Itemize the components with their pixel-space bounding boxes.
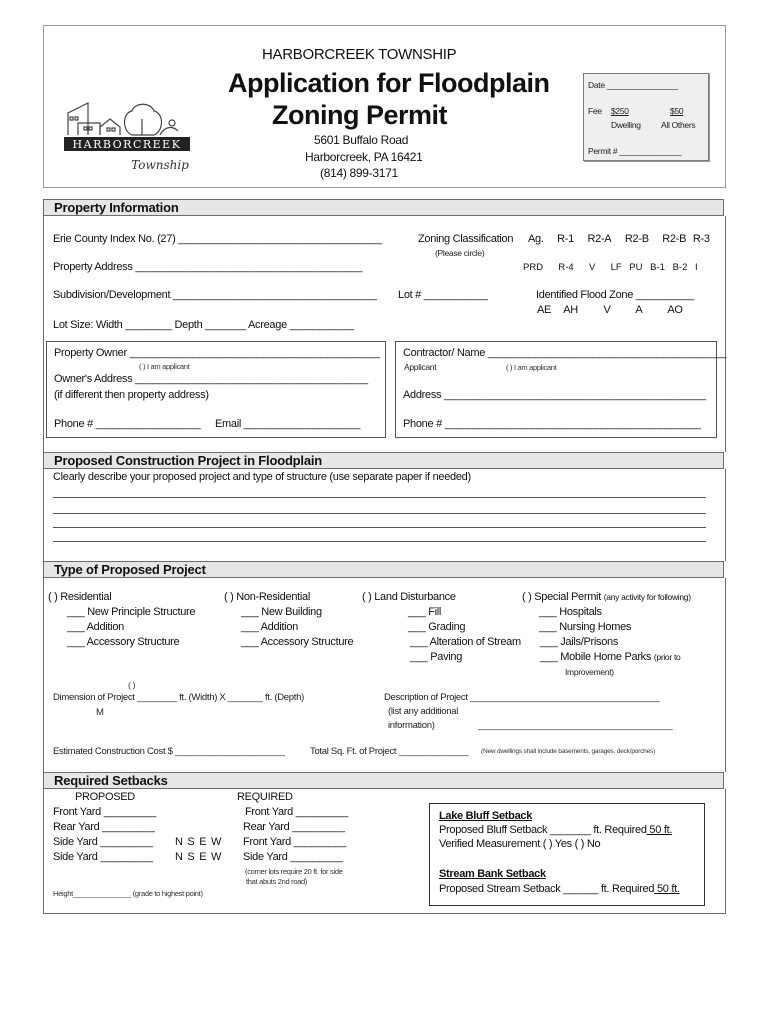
zoning-option[interactable]: R-4 bbox=[558, 262, 574, 273]
zoning-option[interactable]: R-3 bbox=[692, 233, 710, 245]
residential-checkbox[interactable]: ( ) Residential bbox=[48, 591, 112, 603]
project-description-line2[interactable]: _______________________________________ bbox=[478, 720, 673, 731]
mobile-home-label: ___ Mobile Home Parks bbox=[540, 651, 652, 663]
lot-size-field[interactable]: Lot Size: Width ________ Depth _______ Acreage ___________ bbox=[53, 319, 354, 331]
special-permit-note: (any activity for following) bbox=[603, 592, 691, 602]
contractor-name-field[interactable]: Contractor/ Name _________________________________________ bbox=[403, 347, 727, 359]
svg-text:HARBORCREEK: HARBORCREEK bbox=[72, 138, 182, 151]
all-others-label: All Others bbox=[661, 120, 696, 130]
zoning-options-row1 bbox=[528, 233, 710, 245]
owner-phone-field[interactable]: Phone # __________________ bbox=[54, 418, 201, 430]
stream-required-value: 50 ft. bbox=[654, 883, 680, 895]
zoning-option[interactable]: B-1 bbox=[650, 262, 665, 273]
project-description-note2: information) bbox=[388, 720, 435, 731]
land-disturbance-checkbox[interactable]: ( ) Land Disturbance bbox=[362, 591, 456, 603]
dimension-paren: ( ) bbox=[128, 680, 136, 690]
land-grading[interactable]: ___ Grading bbox=[408, 621, 466, 633]
owner-applicant-checkbox[interactable]: ( ) I am applicant bbox=[139, 362, 190, 371]
corner-lot-note-2: that abuts 2nd road) bbox=[246, 877, 308, 886]
harborcreek-logo bbox=[60, 95, 195, 180]
residential-accessory[interactable]: ___ Accessory Structure bbox=[67, 636, 180, 648]
flood-zone-option[interactable]: V bbox=[603, 304, 611, 316]
zoning-label: Zoning Classification bbox=[418, 233, 514, 245]
zoning-option[interactable]: PU bbox=[629, 262, 643, 273]
section-header-construction: Proposed Construction Project in Floodplain bbox=[43, 452, 724, 469]
form-title-line1: Application for Floodplain bbox=[228, 68, 550, 98]
zoning-option[interactable]: V bbox=[588, 262, 596, 273]
description-line-3[interactable] bbox=[53, 527, 706, 528]
svg-text:Township: Township bbox=[131, 158, 189, 172]
owner-address-field[interactable]: Owner's Address ________________________________________ bbox=[54, 373, 368, 385]
zoning-option[interactable]: I bbox=[695, 262, 698, 273]
total-sqft-field[interactable]: Total Sq. Ft. of Project ______________ bbox=[310, 746, 469, 757]
section-header-setbacks: Required Setbacks bbox=[43, 772, 724, 789]
zoning-option[interactable]: R2-A bbox=[587, 233, 612, 245]
applicant-label: Applicant bbox=[404, 362, 437, 372]
section-header-project-type: Type of Proposed Project bbox=[43, 561, 724, 578]
lot-number-field[interactable]: Lot # ___________ bbox=[398, 289, 488, 301]
proposed-front-yard[interactable]: Front Yard _________ bbox=[53, 806, 157, 818]
zoning-option[interactable]: R2-B bbox=[662, 233, 687, 245]
dimension-m: M bbox=[96, 707, 104, 718]
special-permit-checkbox[interactable] bbox=[522, 591, 691, 603]
description-line-2[interactable] bbox=[53, 513, 706, 514]
contractor-applicant-checkbox[interactable]: ( ) I am applicant bbox=[506, 363, 557, 372]
proposed-side-yard-1[interactable]: Side Yard _________ bbox=[53, 836, 153, 848]
flood-zone-option[interactable]: AO bbox=[667, 304, 683, 316]
non-residential-accessory[interactable]: ___ Accessory Structure bbox=[241, 636, 354, 648]
form-title-line2: Zoning Permit bbox=[272, 100, 447, 130]
flood-zone-option[interactable]: AH bbox=[563, 304, 578, 316]
required-rear-yard[interactable]: Rear Yard _________ bbox=[243, 821, 345, 833]
non-residential-addition[interactable]: ___ Addition bbox=[241, 621, 298, 633]
section-header-property-info: Property Information bbox=[43, 199, 724, 216]
verified-measurement-options[interactable]: Verified Measurement ( ) Yes ( ) No bbox=[439, 838, 601, 850]
property-owner-field[interactable]: Property Owner ___________________________________________ bbox=[54, 347, 380, 359]
zoning-option[interactable]: PRD bbox=[523, 262, 544, 273]
fee-others: $50 bbox=[670, 106, 684, 116]
special-permit-label: ( ) Special Permit bbox=[522, 591, 601, 603]
special-mobile-home-parks[interactable] bbox=[540, 651, 680, 663]
bluff-required-value: 50 ft. bbox=[646, 824, 673, 836]
owner-address-note: (if different then property address) bbox=[54, 389, 209, 401]
zoning-option[interactable]: B-2 bbox=[672, 262, 688, 273]
phone-number: (814) 899-3171 bbox=[320, 166, 398, 180]
flood-zone-option[interactable]: AE bbox=[537, 304, 552, 316]
zoning-option[interactable]: R2-B bbox=[624, 233, 649, 245]
zoning-options-row2 bbox=[523, 262, 698, 273]
direction-options-2[interactable]: N S E W bbox=[175, 851, 222, 863]
stream-bank-title: Stream Bank Setback bbox=[439, 868, 546, 880]
fee-dwelling: $250 bbox=[611, 106, 629, 116]
proposed-stream-setback-field[interactable] bbox=[439, 883, 680, 895]
special-hospitals[interactable]: ___ Hospitals bbox=[539, 606, 602, 618]
proposed-bluff-setback-field[interactable] bbox=[439, 824, 672, 836]
flood-zone-options bbox=[537, 304, 683, 316]
corner-lot-note-1: (corner lots require 20 ft. for side bbox=[245, 867, 343, 876]
zoning-option[interactable]: R-1 bbox=[557, 233, 574, 245]
index-no-field[interactable]: Erie County Index No. (27) ___________________________________ bbox=[53, 233, 382, 245]
construction-instructions: Clearly describe your proposed project and type of structure (use separate paper if needed) bbox=[53, 471, 471, 483]
flood-zone-option[interactable]: A bbox=[635, 304, 643, 316]
property-address-field[interactable]: Property Address _______________________________________ bbox=[53, 261, 363, 273]
special-jails-prisons[interactable]: ___ Jails/Prisons bbox=[540, 636, 619, 648]
proposed-stream-label: Proposed Stream Setback ______ ft. Required bbox=[439, 883, 655, 895]
non-residential-new-building[interactable]: ___ New Building bbox=[241, 606, 322, 618]
contractor-phone-field[interactable]: Phone # ____________________________________________ bbox=[403, 418, 701, 430]
zoning-note: (Please circle) bbox=[435, 248, 485, 258]
total-sqft-note: (New dwellings shall include basements, garages, deck/porches) bbox=[481, 748, 656, 755]
non-residential-checkbox[interactable]: ( ) Non-Residential bbox=[224, 591, 311, 603]
required-front-yard[interactable]: Front Yard _________ bbox=[245, 806, 349, 818]
address-line1: 5601 Buffalo Road bbox=[314, 133, 409, 147]
proposed-side-yard-2[interactable]: Side Yard _________ bbox=[53, 851, 153, 863]
project-description-field[interactable]: Description of Project ______________________________________ bbox=[384, 692, 660, 703]
land-fill[interactable]: ___ Fill bbox=[408, 606, 442, 618]
dwelling-label: Dwelling bbox=[611, 120, 641, 130]
height-field[interactable]: Height_______________ (grade to highest point) bbox=[53, 889, 203, 898]
dimension-field[interactable]: Dimension of Project ________ ft. (Width) X _______ ft. (Depth) bbox=[53, 692, 304, 703]
description-line-1[interactable] bbox=[53, 497, 706, 498]
fee-label: Fee bbox=[588, 106, 602, 116]
proposed-rear-yard[interactable]: Rear Yard _________ bbox=[53, 821, 155, 833]
construction-cost-field[interactable]: Estimated Construction Cost $ ______________________ bbox=[53, 746, 285, 757]
project-description-note1: (list any additional bbox=[388, 706, 459, 717]
zoning-option[interactable]: LF bbox=[610, 262, 622, 273]
required-side-yard[interactable]: Side Yard _________ bbox=[243, 851, 343, 863]
direction-options-1[interactable]: N S E W bbox=[175, 836, 222, 848]
required-front-yard-2[interactable]: Front Yard _________ bbox=[243, 836, 347, 848]
subdivision-field[interactable]: Subdivision/Development ___________________________________ bbox=[53, 289, 377, 301]
proposed-bluff-label: Proposed Bluff Setback _______ ft. Required bbox=[439, 824, 647, 836]
zoning-option[interactable]: Ag. bbox=[528, 233, 544, 245]
mobile-home-note: (prior to bbox=[653, 652, 681, 662]
contractor-address-field[interactable]: Address _____________________________________________ bbox=[403, 389, 706, 401]
description-line-4[interactable] bbox=[53, 541, 706, 542]
land-alteration-stream[interactable]: ___ Alteration of Stream bbox=[410, 636, 521, 648]
proposed-heading: PROPOSED bbox=[75, 791, 135, 803]
special-nursing-homes[interactable]: ___ Nursing Homes bbox=[539, 621, 632, 633]
flood-zone-field[interactable]: Identified Flood Zone __________ bbox=[536, 289, 694, 301]
residential-new-principle[interactable]: ___ New Principle Structure bbox=[67, 606, 196, 618]
required-heading: REQUIRED bbox=[237, 791, 293, 803]
township-name: HARBORCREEK TOWNSHIP bbox=[262, 46, 457, 63]
date-field[interactable]: Date ________________ bbox=[588, 80, 678, 90]
residential-addition[interactable]: ___ Addition bbox=[67, 621, 124, 633]
address-line2: Harborcreek, PA 16421 bbox=[305, 150, 423, 164]
land-paving[interactable]: ___ Paving bbox=[410, 651, 463, 663]
lake-bluff-title: Lake Bluff Setback bbox=[439, 810, 533, 822]
mobile-home-note-2: Improvement) bbox=[565, 667, 614, 677]
owner-email-field[interactable]: Email ____________________ bbox=[215, 418, 361, 430]
permit-number-field[interactable]: Permit # ______________ bbox=[588, 146, 682, 156]
